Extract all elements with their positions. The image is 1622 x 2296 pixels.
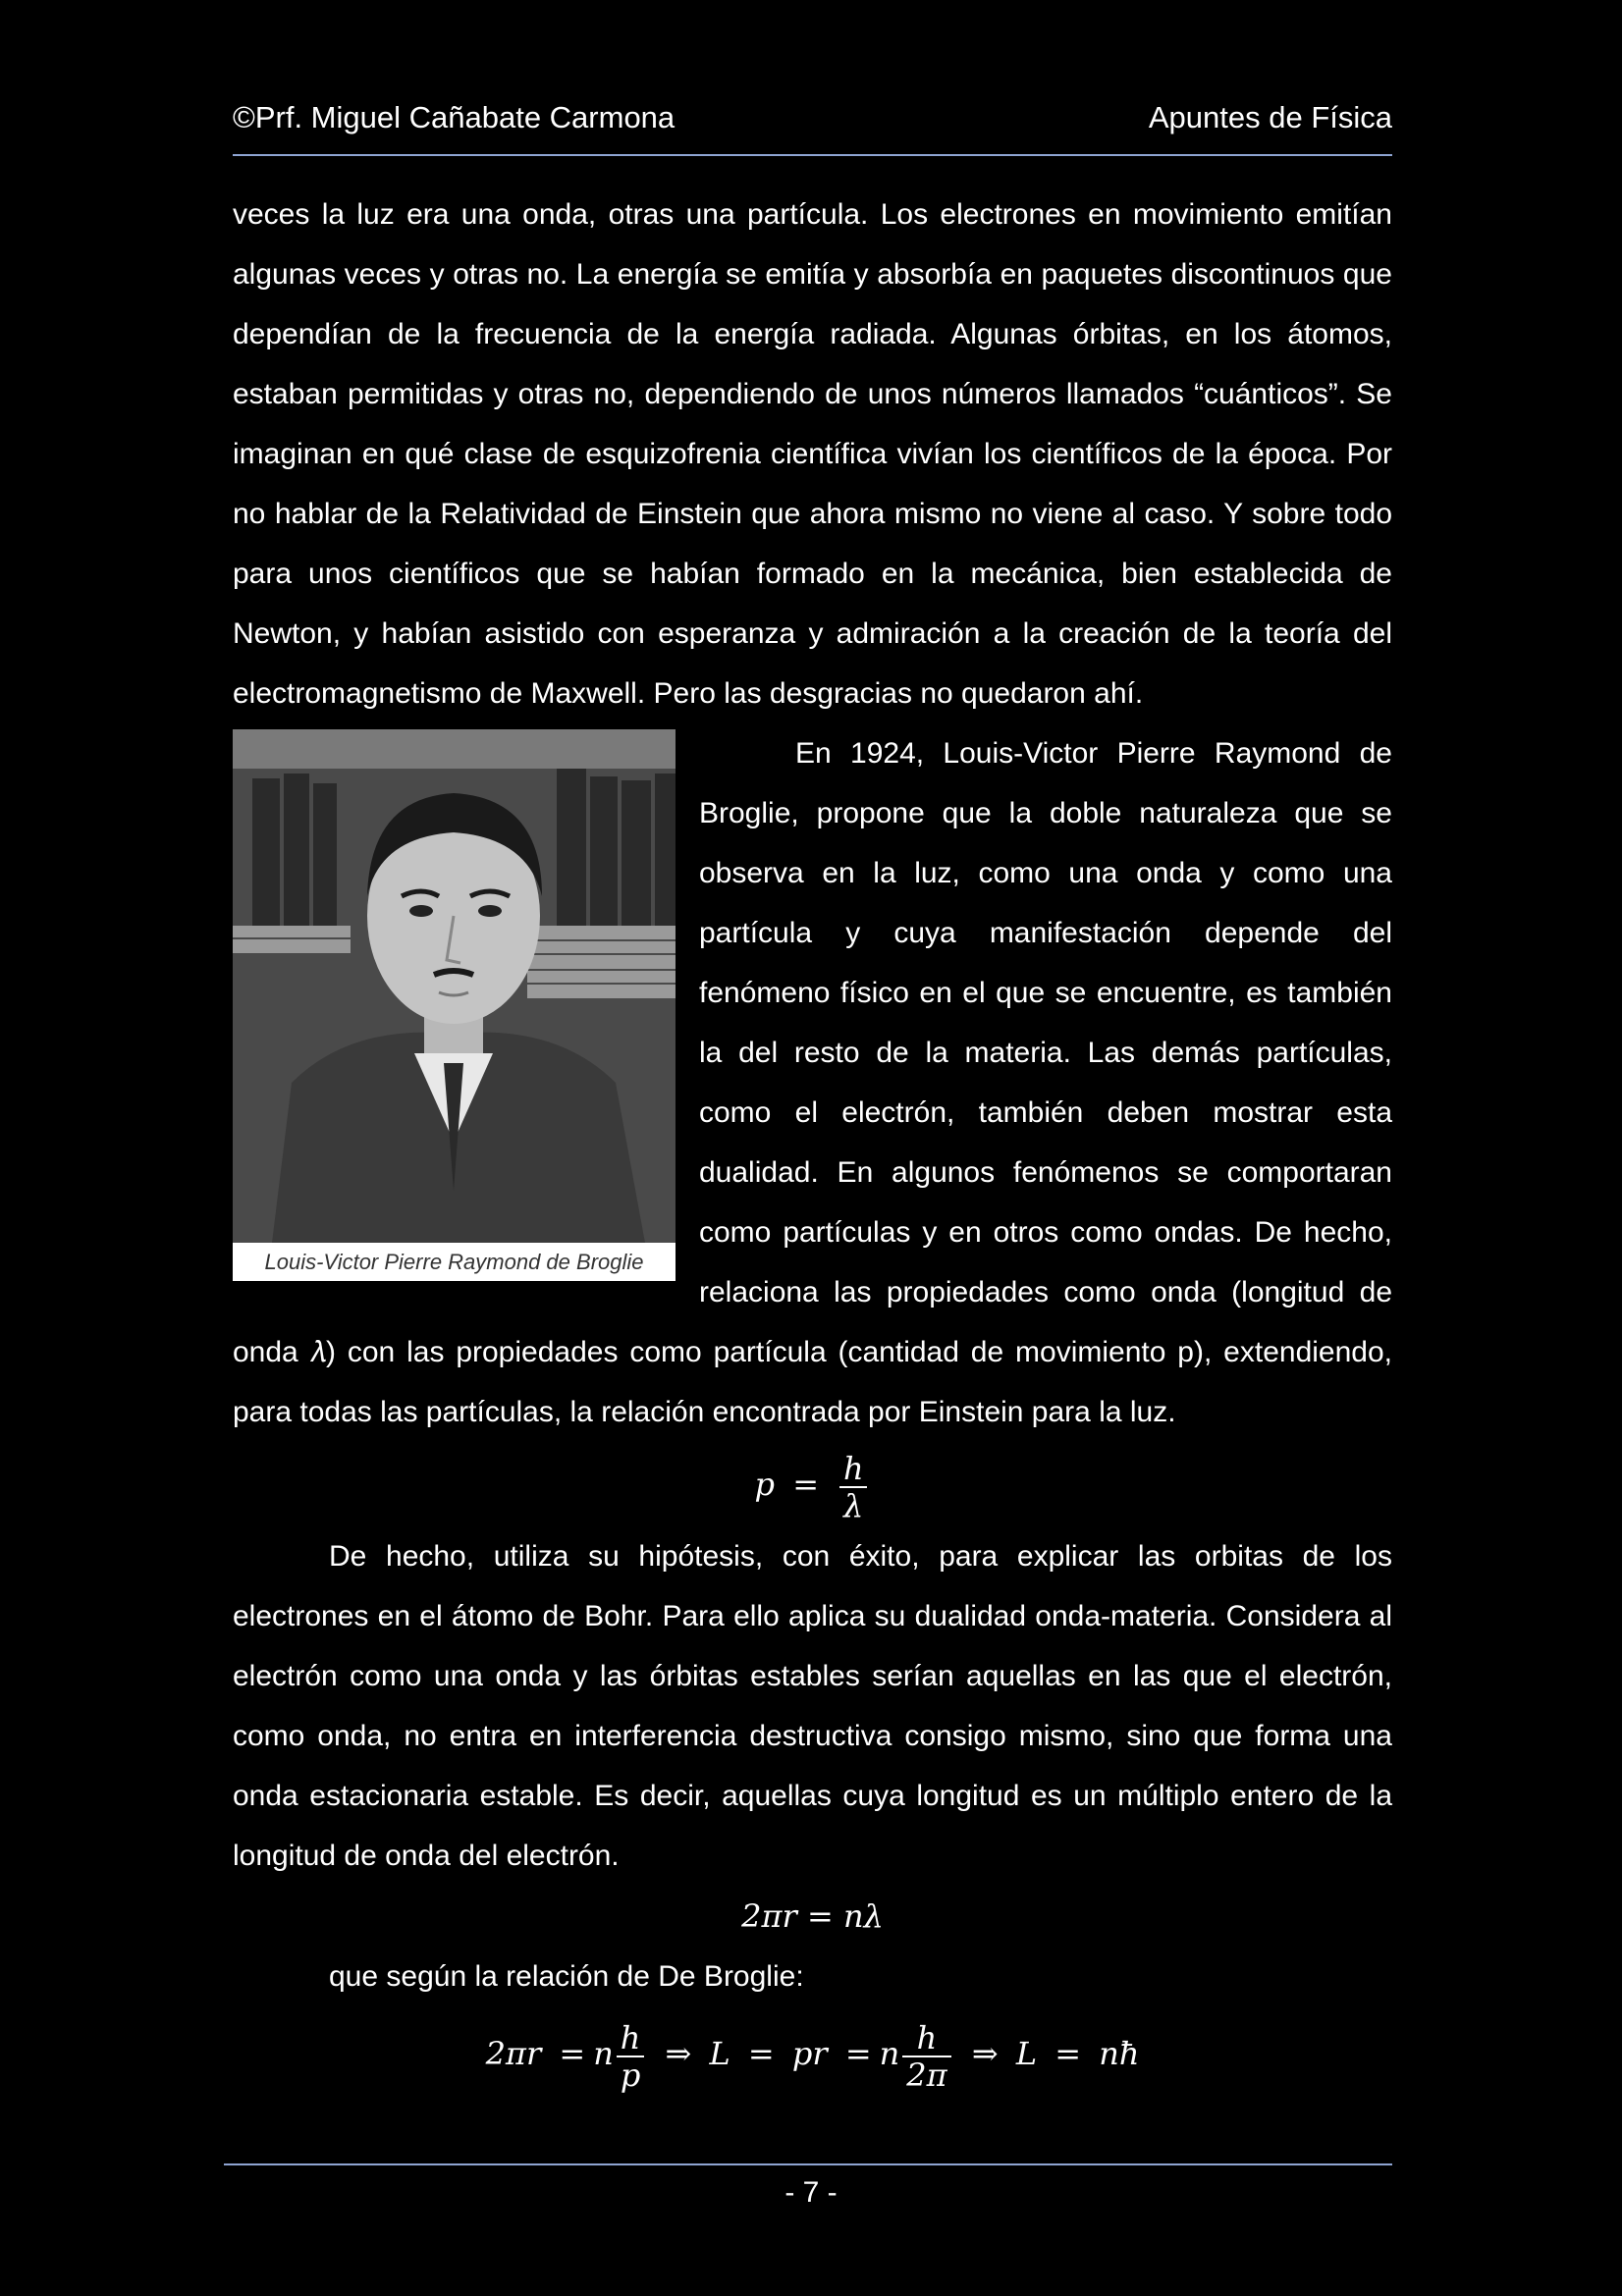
eq3-term-b: L <box>709 2035 730 2072</box>
eq3-fraction-2 <box>899 2020 953 2093</box>
portrait-illustration <box>233 729 676 1243</box>
eq1-fraction <box>837 1451 870 1523</box>
eq3-term-e: nħ <box>1099 2035 1140 2072</box>
eq3-equals-3: = <box>844 2035 872 2072</box>
eq3-term-d: L <box>1015 2035 1038 2072</box>
eq3-n1: n <box>593 2035 614 2072</box>
eq1-numerator: h <box>843 1449 864 1487</box>
portrait-caption: Louis-Victor Pierre Raymond de Broglie <box>233 1243 676 1281</box>
paragraph-2: En 1924, Louis-Victor Pierre Raymond de Broglie, propone que la doble naturaleza que se observa en la luz, como una onda y como una partícula y cuya manifestación depende del fenómeno físico en el que se encuentre, es también la del resto de la materia. Las demás partículas, como el electrón, también deben mostrar esta dualidad. En algunos fenómenos se comportaran como partículas y en otros como ondas. De hecho, relaciona las propiedades como onda (longitud de onda 𝜆) con las propiedades como partícula (cantidad de movimiento p), extendiendo, para todas las partículas, la relación encontrada por Einstein para la luz. <box>233 737 1392 1428</box>
equation-de-broglie <box>233 1442 1392 1526</box>
header-subject: Apuntes de Física <box>1148 100 1392 134</box>
eq3-f1-numerator: h <box>620 2018 641 2056</box>
eq3-n2: n <box>879 2035 900 2072</box>
portrait-figure <box>233 729 676 1281</box>
eq3-f2-denominator: 2π <box>902 2056 950 2093</box>
eq3-term-c: pr <box>791 2035 828 2072</box>
eq3-equals-2: = <box>747 2035 775 2072</box>
paragraph-3: De hecho, utiliza su hipótesis, con éxito, para explicar las orbitas de los electrones en el átomo de Bohr. Para ello aplica su dualidad onda-materia. Considera al electrón como una onda y las órbitas estables serían aquellas en las que el electrón, como onda, no entra en interferencia destructiva consigo mismo, sino que forma una onda estacionaria estable. Es decir, aquellas cuya longitud es un múltiplo entero de la longitud de onda del electrón. <box>233 1540 1392 1872</box>
eq3-equals-1: = <box>559 2035 586 2072</box>
eq1-equals: = <box>792 1466 819 1503</box>
portrait-photo <box>233 729 676 1243</box>
equation-angular-momentum <box>233 2006 1392 2101</box>
eq3-implies-1: ⇒ <box>665 2035 692 2072</box>
page-body <box>233 185 1392 2101</box>
eq3-equals-4: = <box>1054 2035 1082 2072</box>
eq1-lhs: p <box>754 1466 776 1503</box>
paragraph-1: veces la luz era una onda, otras una partícula. Los electrones en movimiento emitían algunas veces y otras no. La energía se emitía y absorbía en paquetes discontinuos que dependían de la frecuencia de la energía radiada. Algunas órbitas, en los átomos, estaban permitidas y otras no, dependiendo de unos números llamados “cuánticos”. Se imaginan en qué clase de esquizofrenia científica vivían los científicos de la época. Por no hablar de la Relatividad de Einstein que ahora mismo no viene al caso. Y sobre todo para unos científicos que se habían formado en la mecánica, bien establecida de Newton, y habían asistido con esperanza y admiración a la creación de la teoría del electromagnetismo de Maxwell. Pero las desgracias no quedaron ahí. <box>233 198 1392 710</box>
page-number: - 7 - <box>784 2176 838 2209</box>
header-rule <box>233 154 1392 156</box>
eq3-fraction-1 <box>614 2020 647 2093</box>
eq1-denominator: λ <box>839 1486 867 1523</box>
paragraph-4: que según la relación de De Broglie: <box>329 1960 804 1993</box>
eq3-f2-numerator: h <box>916 2018 938 2056</box>
eq3-term-a: 2πr <box>485 2035 542 2072</box>
equation-orbit-condition: 2πr = nλ <box>741 1897 884 1935</box>
eq3-f1-denominator: p <box>617 2056 644 2093</box>
header-author: ©Prf. Miguel Cañabate Carmona <box>233 100 676 134</box>
footer-rule <box>224 2163 1392 2165</box>
eq3-implies-2: ⇒ <box>971 2035 999 2072</box>
